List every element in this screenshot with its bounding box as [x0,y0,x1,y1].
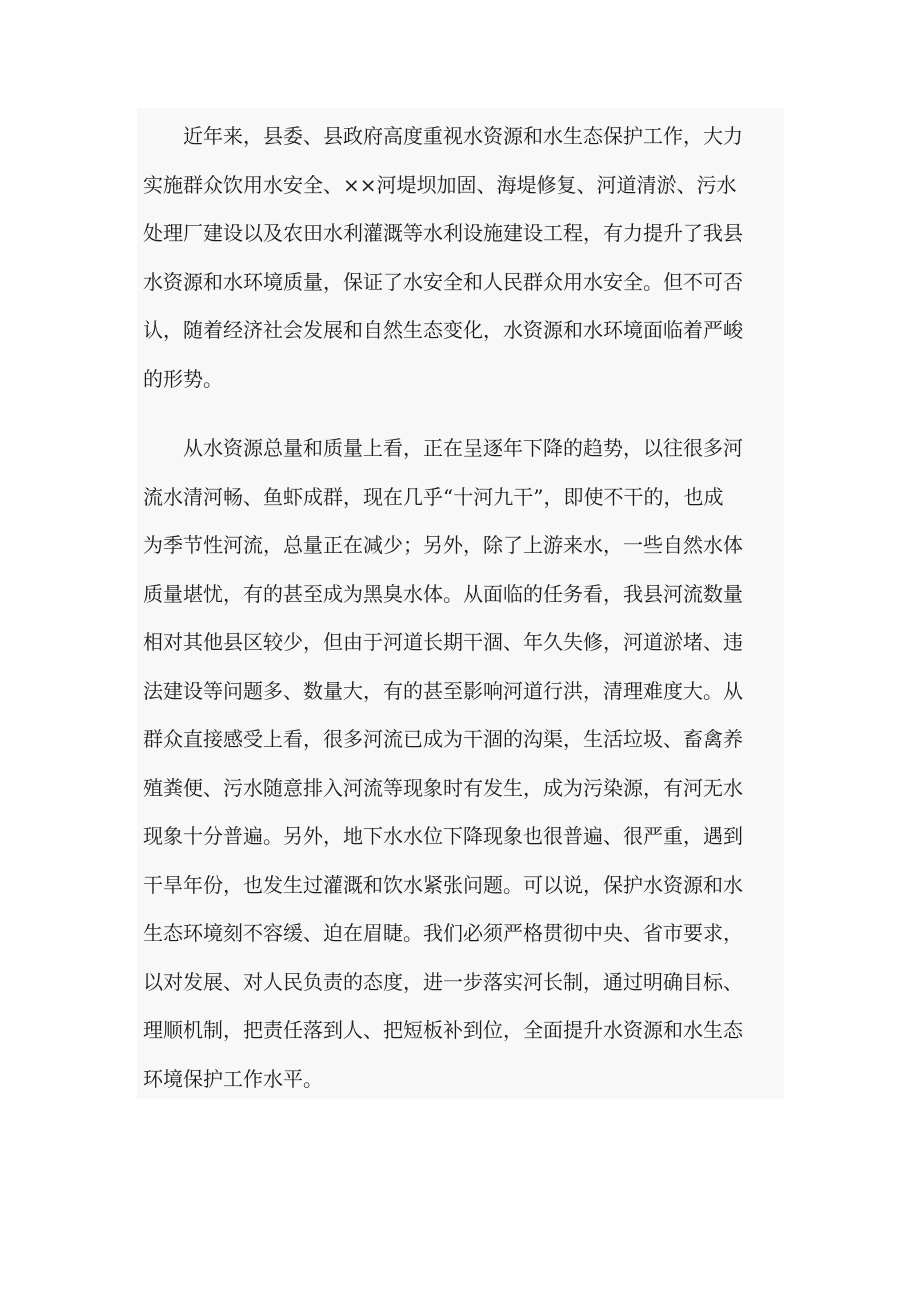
paragraph-1 [143,112,743,403]
paragraph-line: 生态环境刻不容缓、迫在眉睫。我们必须严格贯彻中央、省市要求， [143,921,743,945]
paragraph-line: 水资源和水环境质量，保证了水安全和人民群众用水安全。但不可否 [143,269,743,294]
paragraph-2 [143,424,743,1103]
paragraph-line: 以对发展、对人民负责的态度，进一步落实河长制，通过明确目标、 [143,969,743,994]
paragraph-line: 干旱年份，也发生过灌溉和饮水紧张问题。可以说，保护水资源和水 [143,872,743,897]
paragraph-line: 认，随着经济社会发展和自然生态变化，水资源和水环境面临着严峻 [143,318,743,342]
paragraph-line: 处理厂建设以及农田水利灌溉等水利设施建设工程，有力提升了我县 [143,221,743,245]
paragraph-line: 从水资源总量和质量上看，正在呈逐年下降的趋势，以往很多河 [183,436,743,460]
paragraph-line: 质量堪忧，有的甚至成为黑臭水体。从面临的任务看，我县河流数量 [143,581,743,606]
paragraph-line: 理顺机制，把责任落到人、把短板补到位，全面提升水资源和水生态 [143,1018,743,1042]
document-text-block [137,108,784,1099]
paragraph-line: 近年来，县委、县政府高度重视水资源和水生态保护工作，大力 [183,124,743,148]
paragraph-line: 为季节性河流，总量正在减少；另外，除了上游来水，一些自然水体 [143,533,743,557]
paragraph-line: 法建设等问题多、数量大，有的甚至影响河道行洪，清理难度大。从 [143,678,743,703]
paragraph-line: 实施群众饮用水安全、××河堤坝加固、海堤修复、河道清淤、污水 [143,172,737,197]
paragraph-line: 殖粪便、污水随意排入河流等现象时有发生，成为污染源，有河无水 [143,775,743,800]
paragraph-line: 环境保护工作水平。 [143,1066,323,1091]
paragraph-line: 现象十分普遍。另外，地下水水位下降现象也很普遍、很严重，遇到 [143,824,743,848]
paragraph-line: 的形势。 [143,366,223,391]
paragraph-line: 相对其他县区较少，但由于河道长期干涸、年久失修，河道淤堵、违 [143,630,743,654]
paragraph-line: 群众直接感受上看，很多河流已成为干涸的沟渠，生活垃圾、畜禽养 [143,727,743,751]
paragraph-line: 流水清河畅、鱼虾成群，现在几乎“十河九干”，即使不干的，也成 [143,484,724,509]
